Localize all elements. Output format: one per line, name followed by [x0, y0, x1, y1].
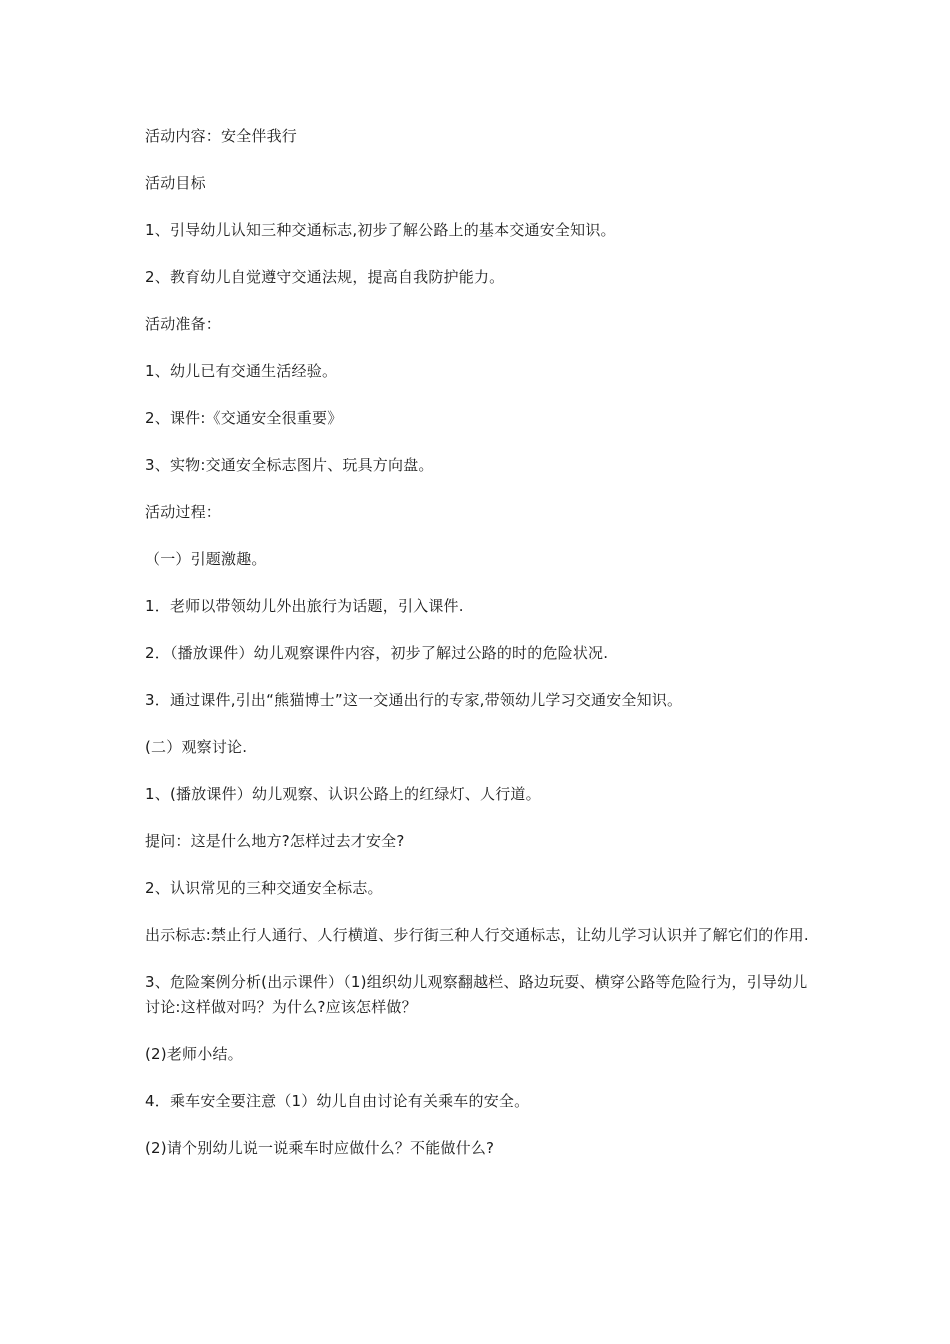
subsection-heading: (二）观察讨论.: [145, 738, 248, 756]
process-step: (2)老师小结。: [145, 1045, 243, 1063]
process-step: 出示标志:禁止行人通行、人行横道、步行街三种人行交通标志，让幼儿学习认识并了解它们的作用.: [145, 926, 809, 944]
process-step: 2．（播放课件）幼儿观察课件内容，初步了解过公路的时的危险状况.: [145, 644, 609, 662]
process-step: 4．乘车安全要注意（1）幼儿自由讨论有关乘车的安全。: [145, 1092, 530, 1110]
goal-item: 2、教育幼儿自觉遵守交通法规，提高自我防护能力。: [145, 268, 505, 286]
process-step: 提问：这是什么地方?怎样过去才安全?: [145, 832, 405, 850]
process-step: 2、认识常见的三种交通安全标志。: [145, 879, 383, 897]
process-step: 3．通过课件,引出“熊猫博士”这一交通出行的专家,带领幼儿学习交通安全知识。: [145, 691, 683, 709]
preparation-item: 3、实物:交通安全标志图片、玩具方向盘。: [145, 456, 434, 474]
process-step: 1、(播放课件）幼儿观察、认识公路上的红绿灯、人行道。: [145, 785, 541, 803]
section-heading-process: 活动过程：: [145, 503, 222, 521]
process-step: (2)请个别幼儿说一说乘车时应做什么？不能做什么?: [145, 1139, 495, 1157]
subsection-heading: （一）引题激趣。: [145, 550, 267, 568]
document-body: [145, 124, 815, 1183]
process-step: 3、危险案例分析(出示课件）（1)组织幼儿观察翻越栏、路边玩耍、横穿公路等危险行为，引导幼儿讨论:这样做对吗？为什么?应该怎样做？: [145, 973, 808, 1016]
preparation-item: 1、幼儿已有交通生活经验。: [145, 362, 338, 380]
activity-title: 活动内容：安全伴我行: [145, 127, 298, 145]
process-step: 1．老师以带领幼儿外出旅行为话题，引入课件.: [145, 597, 464, 615]
preparation-item: 2、课件:《交通安全很重要》: [145, 409, 343, 427]
section-heading-preparation: 活动准备：: [145, 315, 222, 333]
goal-item: 1、引导幼儿认知三种交通标志,初步了解公路上的基本交通安全知识。: [145, 221, 616, 239]
section-heading-goals: 活动目标: [145, 174, 206, 192]
